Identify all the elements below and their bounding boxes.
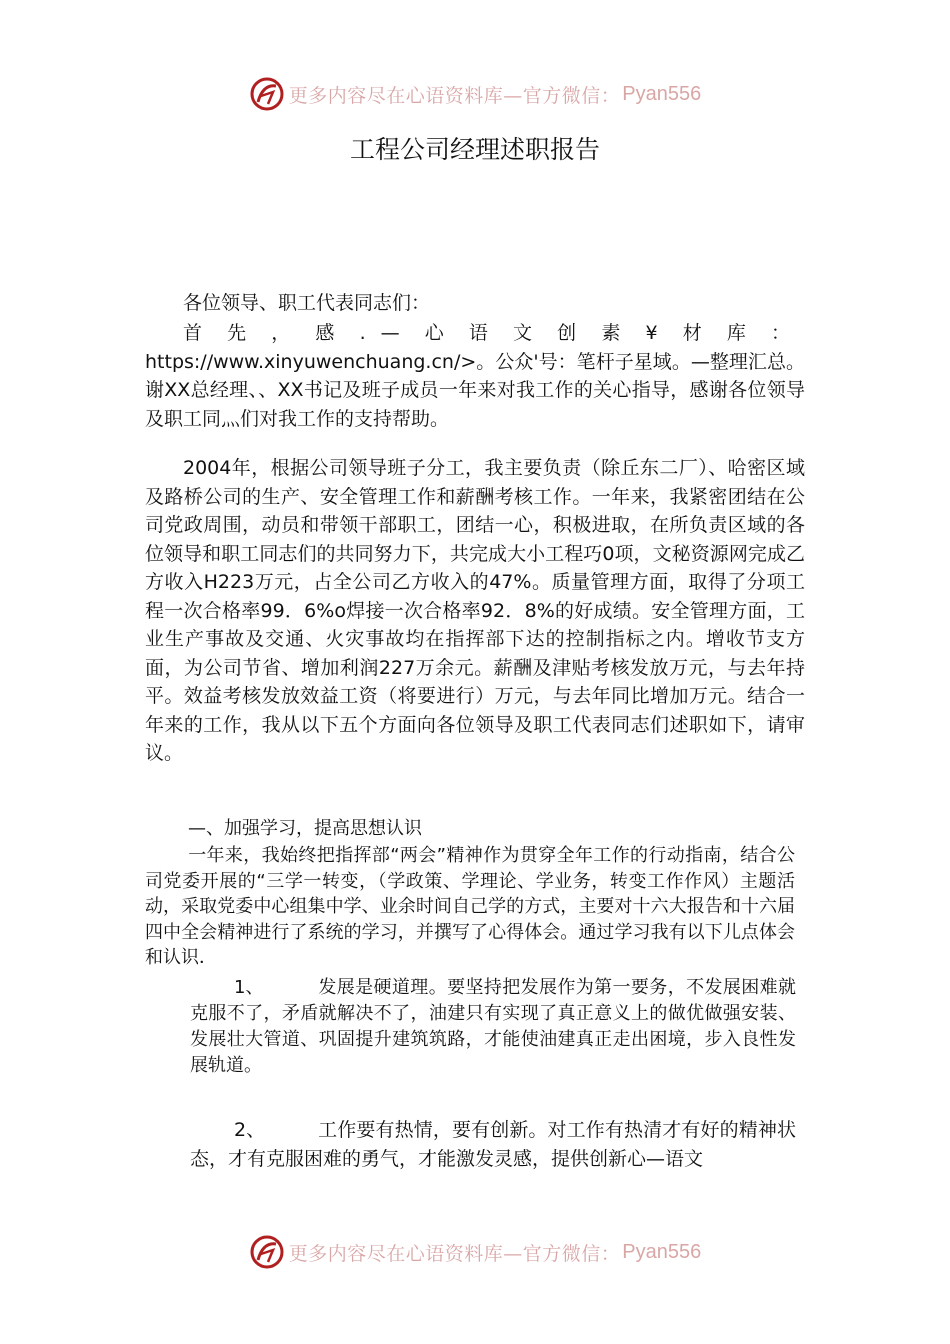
thanks-paragraph xyxy=(145,319,805,433)
brand-logo-icon xyxy=(249,1234,285,1270)
greeting-paragraph: 各位领导、职工代表同志们： xyxy=(183,292,431,314)
banner-wechat-id: Pyan556 xyxy=(622,82,702,105)
header-watermark-banner xyxy=(0,74,950,114)
section1-heading: —、加强学习，提高思想认识 xyxy=(188,818,422,839)
list-item-text: 发展是硬道理。要坚持把发展作为第一要务，不发展困难就克服不了，矛盾就解决不了，油建只有实现了真正意义上的做优做强安装、发展壮大管道、巩固提升建筑筑路，才能使油建真正走出困境，步入良性发展轨道。 xyxy=(190,977,796,1076)
list-item-number: 2、 xyxy=(234,1119,266,1141)
banner-text: 更多内容尽在心语资料库—官方微信： xyxy=(288,84,621,107)
banner-text: 更多内容尽在心语资料库—官方微信： xyxy=(288,1242,621,1265)
list-item-text: 工作要有热情，要有创新。对工作有热清才有好的精神状态，才有克服困难的勇气，才能激发灵感，提供创新心—语文 xyxy=(190,1119,796,1170)
thanks-lead: 首先，感.—心语文创素¥材库： xyxy=(183,322,805,344)
banner-wechat-id: Pyan556 xyxy=(622,1240,702,1263)
summary-paragraph: 2004年，根据公司领导班子分工，我主要负责（除丘东二厂）、哈密区域及路桥公司的生产、安全管理工作和薪酬考核工作。一年来，我紧密团结在公司党政周围，动员和带领干部职工，团结一心，积极进取，在所负责区域的各位领导和职工同志们的共同努力下，共完成大小工程巧0项，文秘资源网完成乙方收入H223万元，占全公司乙方收入的47%。质量管理方面，取得了分项工程一次合格率99．6%o焊接一次合格率92．8%的好成绩。安全管理方面，工业生产事故及交通、火灾事故均在指挥部下达的控制指标之内。增收节支方面，为公司节省、增加利润227万余元。薪酬及津贴考核发放万元，与去年持平。效益考核发放效益工资（将要进行）万元，与去年同比增加万元。结合一年来的工作，我从以下五个方面向各位领导及职工代表同志们述职如下，请审议。 xyxy=(145,457,805,764)
list-item xyxy=(190,975,796,1079)
thanks-body: https://www.xinyuwenchuang.cn/>。公众'号：笔杆子星域。—整理汇总。谢XX总经理、、XX书记及班子成员一年来对我工作的关心指导，感谢各位领导及职工同灬们对我工作的支持帮助。 xyxy=(145,350,805,430)
list-item-number: 1、 xyxy=(234,977,264,998)
document-title: 工程公司经理述职报告 xyxy=(349,135,600,164)
section1-body: 一年来，我始终把指挥部“两会”精神作为贯穿全年工作的行动指南，结合公司党委开展的“三学一转变，（学政策、学理论、学业务，转变工作作风）主题活动，采取党委中心组集中学、业余时间自己学的方式，主要对十六大报告和十六届四中全会精神进行了系统的学习，并撰写了心得体会。通过学习我有以下儿点体会和认识． xyxy=(145,845,795,968)
footer-watermark-banner xyxy=(0,1232,950,1272)
list-item xyxy=(190,1116,796,1174)
brand-logo-icon xyxy=(249,76,285,112)
